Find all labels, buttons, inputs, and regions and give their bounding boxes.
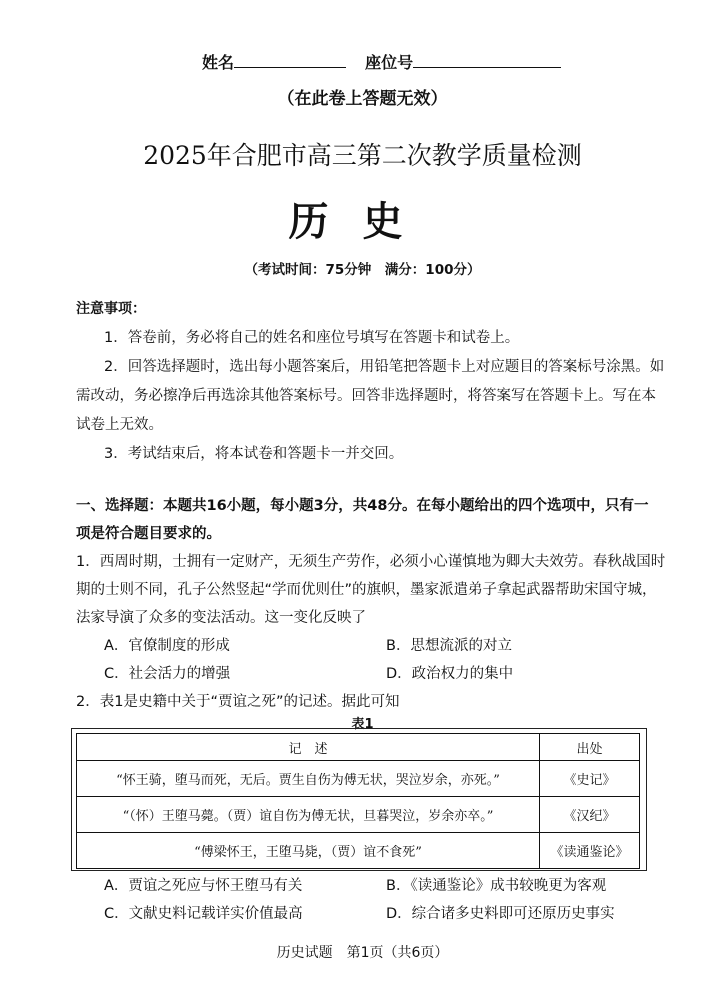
table-header-row [77,734,640,761]
instructions-heading: 注意事项： [76,301,146,317]
q1-option-d: D．政治权力的集中 [386,666,514,682]
instruction-item-2-line-2: 需改动，务必擦净后再选涂其他答案标号。回答非选择题时，将答案写在答题卡上。写在本 [76,388,656,404]
table-row [77,833,640,869]
name-seat-row [202,50,561,73]
q2-option-c: C．文献史料记载详实价值最高 [104,906,303,922]
q1-option-a: A．官僚制度的形成 [104,638,230,654]
name-label: 姓名 [202,53,235,72]
q1-option-b: B．思想流派的对立 [386,638,512,654]
q2-stem: 2．表1是史籍中关于“贾谊之死”的记述。据此可知 [76,694,400,710]
q1-stem-line-3: 法家导演了众多的变法活动。这一变化反映了 [76,610,366,626]
exam-title: 2025年合肥市高三第二次教学质量检测 [143,141,582,170]
seat-blank [413,53,561,68]
q2-option-d: D．综合诸多史料即可还原历史事实 [386,906,615,922]
table-header-source: 出处 [540,734,640,761]
table-cell-source: 《读通鉴论》 [540,833,640,869]
table-cell-record: “（怀）王堕马薨。（贾）谊自伤为傅无状，旦暮哭泣，岁余亦卒。” [77,797,540,833]
table-row [77,761,640,797]
invalid-notice: （在此卷上答题无效） [277,89,448,109]
page-footer: 历史试题 第1页（共6页） [276,945,449,961]
q2-option-a: A．贾谊之死应与怀王堕马有关 [104,878,303,894]
name-blank [234,53,346,68]
section-1-heading-line-2: 项是符合题目要求的。 [76,526,221,542]
table-caption: 表1 [351,717,374,732]
q1-option-c: C．社会活力的增强 [104,666,231,682]
q1-stem-line-2: 期的士则不同，孔子公然竖起“学而优则仕”的旗帜，墨家派遣弟子拿起武器帮助宋国守城， [76,582,657,598]
table-row [77,797,640,833]
table-cell-record: “怀王骑，堕马而死，无后。贾生自伤为傅无状，哭泣岁余，亦死。” [77,761,540,797]
q1-stem-line-1: 1．西周时期，士拥有一定财产，无须生产劳作，必须小心谨慎地为卿大夫效劳。春秋战国时 [76,554,666,570]
instruction-item-3: 3．考试结束后，将本试卷和答题卡一并交回。 [104,446,404,462]
source-table [76,733,640,869]
section-1-heading-line-1: 一、选择题：本题共16小题，每小题3分，共48分。在每小题给出的四个选项中，只有一 [76,498,649,514]
table-cell-source: 《汉纪》 [540,797,640,833]
subject-title: 历史 [288,199,437,245]
table-cell-source: 《史记》 [540,761,640,797]
table-header-record: 记 述 [77,734,540,761]
q2-option-b: B．《读通鉴论》成书较晚更为客观 [386,878,607,894]
instruction-item-2-line-1: 2．回答选择题时，选出每小题答案后，用铅笔把答题卡上对应题目的答案标号涂黑。如 [104,359,665,375]
table-cell-record: “傅梁怀王，王堕马毙，（贾）谊不食死” [77,833,540,869]
instruction-item-1: 1．答卷前，务必将自己的姓名和座位号填写在答题卡和试卷上。 [104,330,520,346]
exam-info: （考试时间：75分钟 满分：100分） [244,262,481,278]
seat-label: 座位号 [365,53,414,72]
instruction-item-2-line-3: 试卷上无效。 [76,417,163,433]
